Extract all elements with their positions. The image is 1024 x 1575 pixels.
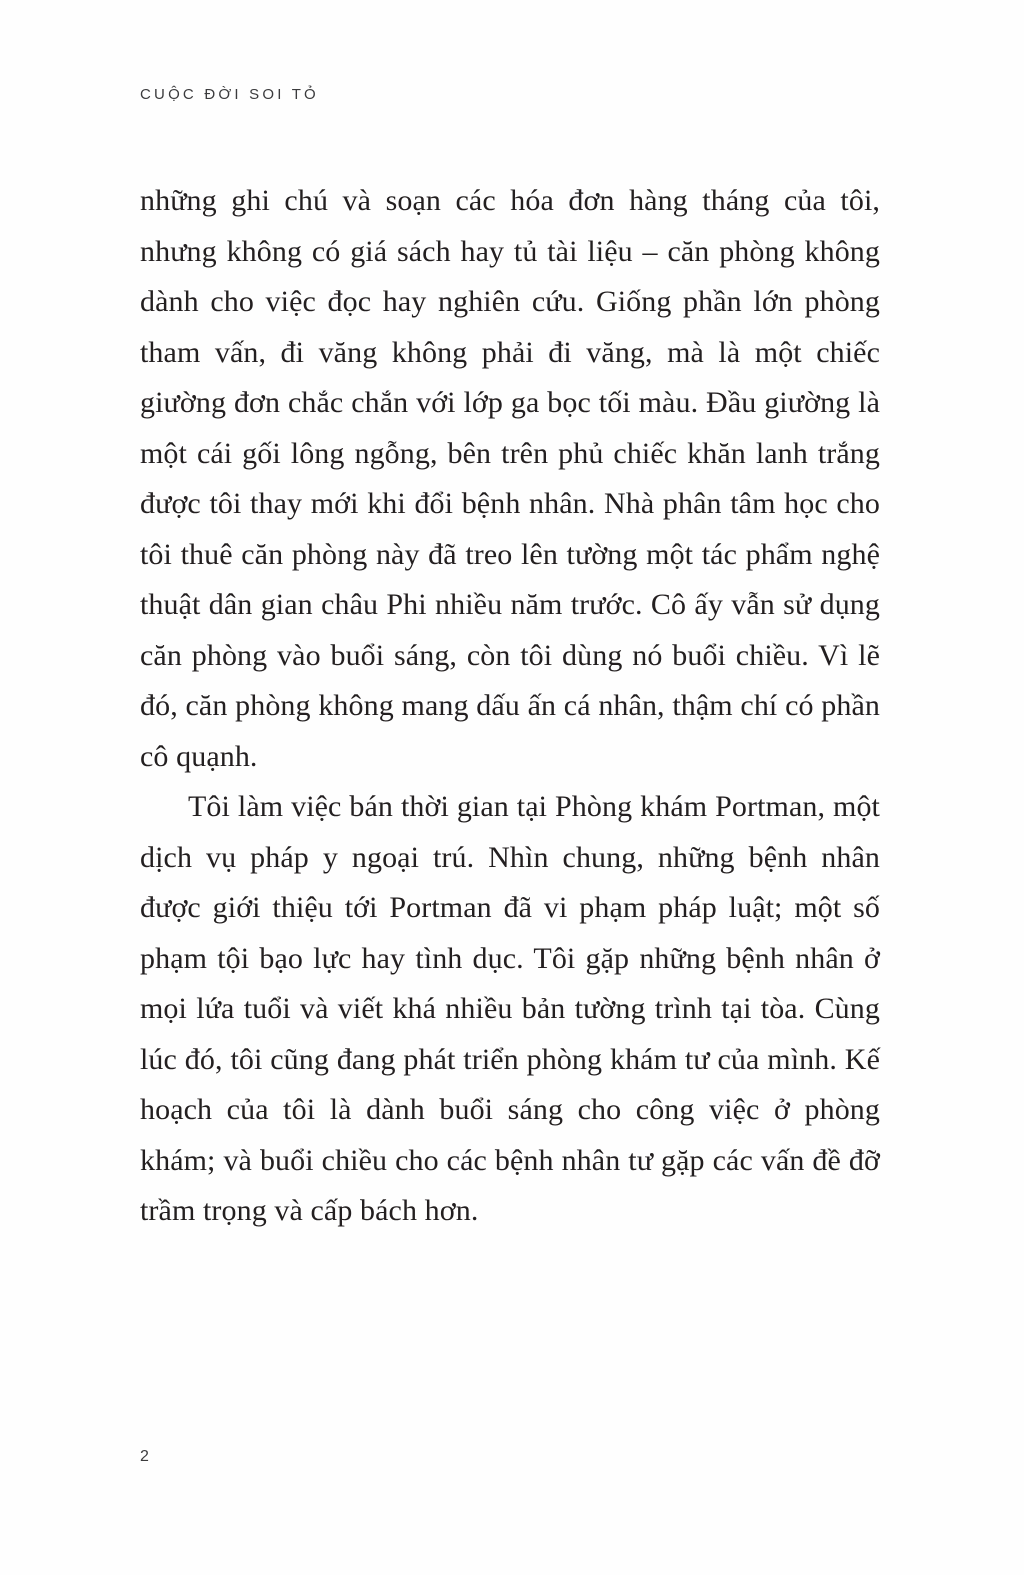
paragraph: những ghi chú và soạn các hóa đơn hàng tháng của tôi, nhưng không có giá sách hay tủ tài liệu – căn phòng không dành cho việc đọc hay nghiên cứu. Giống phần lớn phòng tham vấn, đi văng không phải đi văng, mà là một chiếc giường đơn chắc chắn với lớp ga bọc tối màu. Đầu giường là một cái gối lông ngỗng, bên trên phủ chiếc khăn lanh trắng được tôi thay mới khi đổi bệnh nhân. Nhà phân tâm học cho tôi thuê căn phòng này đã treo lên tường một tác phẩm nghệ thuật dân gian châu Phi nhiều năm trước. Cô ấy vẫn sử dụng căn phòng vào buổi sáng, còn tôi dùng nó buổi chiều. Vì lẽ đó, căn phòng không mang dấu ấn cá nhân, thậm chí có phần cô quạnh. (140, 184, 880, 773)
page-number: 2 (140, 1448, 149, 1465)
running-head: CUỘC ĐỜI SOI TỎ (140, 86, 319, 103)
paragraph: Tôi làm việc bán thời gian tại Phòng khám Portman, một dịch vụ pháp y ngoại trú. Nhìn chung, những bệnh nhân được giới thiệu tới Portman đã vi phạm pháp luật; một số phạm tội bạo lực hay tình dục. Tôi gặp những bệnh nhân ở mọi lứa tuổi và viết khá nhiều bản tường trình tại tòa. Cùng lúc đó, tôi cũng đang phát triển phòng khám tư của mình. Kế hoạch của tôi là dành buổi sáng cho công việc ở phòng khám; và buổi chiều cho các bệnh nhân tư gặp các vấn đề đỡ trầm trọng và cấp bách hơn. (140, 790, 880, 1227)
body-text-block (140, 176, 880, 1237)
